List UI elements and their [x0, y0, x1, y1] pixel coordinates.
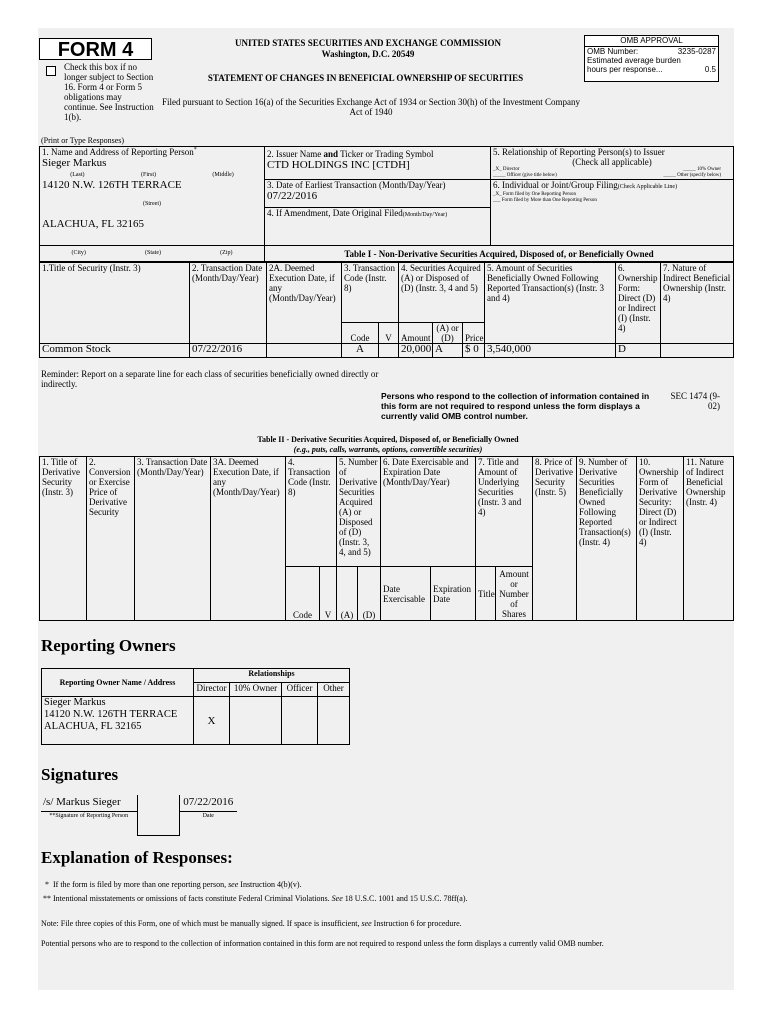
name-sublabels — [42, 172, 262, 179]
t1-h2a: 2A. Deemed Execution Date, if any (Month/Day/Year) — [267, 263, 342, 344]
note-file-pre: Note: File three copies of this Form, one of which must be manually signed. If space is insufficient, — [41, 919, 362, 928]
issuer-name: CTD HOLDINGS INC [CTDH] — [267, 159, 410, 171]
relationship-row2 — [493, 173, 731, 179]
omb-number-value: 3235-0287 — [677, 47, 716, 56]
state-label: (State) — [145, 250, 161, 256]
ro-owner10-mark — [230, 697, 282, 745]
reporting-top-grid — [39, 146, 734, 262]
joint-one: _X_ Form filed by One Reporting Person — [493, 192, 577, 197]
t2-h4: 4. Transaction Code (Instr. 8) — [286, 457, 337, 567]
persons-notice: Persons who respond to the collection of information contained in this form are not required to respond unless the form displays a currently valid OMB control number. — [381, 391, 650, 421]
omb-approval-box — [584, 35, 719, 82]
t1-sub-v: V — [379, 323, 399, 344]
ro-relationships: Relationships — [194, 669, 350, 683]
ro-director: Director — [194, 683, 230, 697]
form-page — [38, 28, 734, 990]
no-longer-subject-checkbox[interactable] — [46, 62, 56, 80]
sig-spacer — [137, 795, 179, 835]
note-file-see: see — [361, 919, 372, 928]
omb-number-row — [585, 47, 718, 56]
t2-h2: 2. Conversion or Exercise Price of Derivative Security — [87, 457, 135, 621]
t2-h6: 6. Date Exercisable and Expiration Date (Month/Day/Year) — [381, 457, 476, 567]
reporting-person-name: Sieger Markus — [42, 157, 107, 169]
t2-sub-v: V — [320, 567, 337, 621]
reporting-person-street: 14120 N.W. 126TH TERRACE — [42, 179, 182, 191]
issuer-cell — [265, 147, 491, 180]
t2-sub-a: (A) — [337, 567, 358, 621]
checkbox-text: Check this box if no longer subject to Section 16. Form 4 or Form 5 obligations may continue. See Instruction 1(b). — [64, 62, 154, 122]
signatures-heading: Signatures — [41, 765, 119, 784]
sig-name: /s/ Markus Sieger — [41, 795, 137, 811]
t2-sub-code: Code — [286, 567, 320, 621]
relationship-check: (Check all applicable) — [572, 157, 652, 167]
rel-other: _____ Other (specify below) — [663, 173, 721, 178]
issuer-label-post: Ticker or Trading Symbol — [338, 149, 434, 159]
omb-burden-label: Estimated average burden — [587, 56, 681, 65]
reporting-person-city: ALACHUA, FL 32165 — [42, 218, 144, 230]
amendment-label-text: 4. If Amendment, Date Original Filed — [267, 208, 403, 218]
table1-title-cell — [265, 246, 734, 262]
explanation-heading: Explanation of Responses: — [41, 848, 233, 867]
note2-see: See — [331, 894, 343, 903]
t1-sub-code: Code — [342, 323, 379, 344]
omb-hours-value: 0.5 — [704, 65, 716, 74]
ro-officer-mark — [282, 697, 318, 745]
t1-row-title: Common Stock — [40, 344, 190, 358]
table2-derivative — [39, 456, 734, 621]
sig-date: 07/22/2016 — [179, 795, 237, 811]
sec-code: SEC 1474 (9-02) — [670, 391, 720, 411]
joint-label — [493, 180, 731, 191]
t1-row-aord: A — [433, 344, 463, 358]
reporting-person-label: 1. Name and Address of Reporting Person — [42, 147, 194, 157]
note2-post: 18 U.S.C. 1001 and 15 U.S.C. 78ff(a). — [342, 894, 468, 903]
t2-h1: 1. Title of Derivative Security (Instr. 3) — [40, 457, 87, 621]
amendment-cell — [265, 208, 491, 246]
t1-row-date: 07/22/2016 — [190, 344, 267, 358]
t2-sub-d: (D) — [358, 567, 381, 621]
table2-subtitle: (e.g., puts, calls, warrants, options, convertible securities) — [293, 445, 483, 454]
note1-pre: If the form is filed by more than one reporting person, — [53, 880, 229, 889]
t1-h5: 5. Amount of Securities Beneficially Owned Following Reported Transaction(s) (Instr. 3 and 4) — [485, 263, 616, 344]
omb-hours-label: hours per response... — [587, 65, 663, 74]
rel-director: _X_ Director — [493, 167, 520, 172]
ro-owner-street: 14120 N.W. 126TH TERRACE — [44, 709, 178, 720]
table1-non-derivative — [39, 262, 734, 358]
sig-label-text: Signature of Reporting Person — [55, 812, 129, 819]
t1-row-price: $ 0 — [463, 344, 485, 358]
t1-h6: 6. Ownership Form: Direct (D) or Indirect (I) (Instr. 4) — [616, 263, 661, 344]
explanation-potential: Potential persons who are to respond to the collection of information contained in this form are not required to respond unless the form displays a currently valid OMB number. — [41, 939, 604, 948]
joint-more: ___ Form filed by More than One Reporting Person — [493, 198, 597, 203]
t2-h3: 3. Transaction Date (Month/Day/Year) — [135, 457, 211, 621]
earliest-value: 07/22/2016 — [267, 190, 318, 202]
rel-owner10: _____ 10% Owner — [683, 167, 721, 172]
ro-owner-name: Sieger Markus — [44, 697, 106, 708]
agency-location: Washington, D.C. 20549 — [321, 49, 415, 59]
sig-date-label: Date — [202, 812, 214, 819]
form-title-box — [39, 38, 152, 60]
t2-h5: 5. Number of Derivative Securities Acquired (A) or Disposed of (D) (Instr. 3, 4, and 5) — [337, 457, 381, 567]
t2-sub-expiration: Expiration Date — [431, 567, 476, 621]
joint-filing-cell — [491, 180, 734, 246]
t2-h7: 7. Title and Amount of Underlying Securities (Instr. 3 and 4) — [476, 457, 533, 567]
ro-officer: Officer — [282, 683, 318, 697]
first-label: (First) — [140, 172, 156, 178]
t1-row-code: A — [342, 344, 379, 358]
statement-title: STATEMENT OF CHANGES IN BENEFICIAL OWNERSHIP OF SECURITIES — [207, 73, 524, 83]
joint-label-text: 6. Individual or Joint/Group Filing — [493, 180, 618, 190]
ro-other: Other — [318, 683, 350, 697]
t1-sub-price: Price — [463, 323, 485, 344]
omb-number-label: OMB Number: — [587, 47, 639, 56]
city-label: (City) — [71, 250, 86, 256]
earliest-label: 3. Date of Earliest Transaction (Month/Day/Year) — [267, 180, 446, 190]
t2-sub-exercisable: Date Exercisable — [381, 567, 431, 621]
reminder-text: Reminder: Report on a separate line for each class of securities beneficially owned directly or indirectly. — [41, 369, 379, 389]
ro-director-mark: X — [194, 697, 230, 745]
reporting-person-star: * — [193, 147, 197, 153]
relationship-label: 5. Relationship of Reporting Person(s) to Issuer — [493, 147, 665, 157]
t2-h11: 11. Nature of Indirect Beneficial Ownership (Instr. 4) — [684, 457, 734, 621]
middle-label: (Middle) — [212, 172, 234, 178]
reporting-person-cell — [40, 147, 265, 246]
issuer-label-and: and — [323, 149, 338, 159]
table-row — [40, 344, 734, 358]
earliest-transaction-cell — [265, 180, 491, 208]
table1-title: Table I - Non-Derivative Securities Acquired, Disposed of, or Beneficially Owned — [344, 248, 654, 259]
ro-owner10: 10% Owner — [230, 683, 282, 697]
table-row — [42, 697, 350, 745]
issuer-label-pre: 2. Issuer Name — [267, 149, 324, 159]
t2-h8: 8. Price of Derivative Security (Instr. 5) — [533, 457, 577, 621]
sig-label — [41, 811, 137, 835]
t1-h2: 2. Transaction Date (Month/Day/Year) — [190, 263, 267, 344]
note1-post: Instruction 4(b)(v). — [238, 880, 302, 889]
t2-sub-title: Title — [476, 567, 496, 621]
form-title: FORM 4 — [57, 39, 134, 61]
ro-owner-address — [42, 697, 194, 745]
sig-label-mark: ** — [49, 812, 56, 819]
explanation-note1 — [41, 880, 731, 889]
t2-h3a: 3A. Deemed Execution Date, if any (Month/Day/Year) — [211, 457, 286, 621]
amendment-label — [267, 208, 488, 219]
ro-owner-city: ALACHUA, FL 32165 — [44, 721, 142, 732]
reporting-owners-heading: Reporting Owners — [41, 636, 176, 655]
t1-sub-aord: (A) or (D) — [433, 323, 463, 344]
last-label: (Last) — [70, 172, 85, 178]
joint-label-small: (Check Applicable Line) — [617, 184, 678, 190]
relationship-cell — [491, 147, 734, 180]
table2-title: Table II - Derivative Securities Acquired, Disposed of, or Beneficially Owned — [257, 435, 519, 444]
omb-hours-row — [585, 65, 718, 74]
t2-h9: 9. Number of Derivative Securities Beneficially Owned Following Reported Transaction(s) (Instr. 4) — [577, 457, 637, 621]
t1-row-amount: 20,000 — [399, 344, 433, 358]
t2-sub-amount: Amount or Number of Shares — [496, 567, 533, 621]
note-file-post: Instruction 6 for procedure. — [371, 919, 462, 928]
explanation-note-file — [41, 919, 731, 928]
reporting-owners-table — [41, 668, 350, 745]
city-state-zip-labels — [42, 250, 262, 257]
agency-title: UNITED STATES SECURITIES AND EXCHANGE COMMISSION — [235, 38, 501, 48]
filed-pursuant: Filed pursuant to Section 16(a) of the Securities Exchange Act of 1934 or Section 30(h) of the Investment Company Act of 1940 — [162, 97, 580, 117]
amendment-label-small: (Month/Day/Year) — [402, 212, 448, 218]
print-type: (Print or Type Responses) — [41, 136, 125, 145]
ro-other-mark — [318, 697, 350, 745]
t1-h7: 7. Nature of Indirect Beneficial Ownership (Instr. 4) — [661, 263, 734, 344]
explanation-note2 — [41, 894, 731, 903]
t1-row-v — [379, 344, 399, 358]
signatures-table — [41, 795, 237, 836]
note2-mark: ** — [43, 894, 51, 903]
t1-sub-amount: Amount — [399, 323, 433, 344]
t1-h1: 1.Title of Security (Instr. 3) — [40, 263, 190, 344]
t1-row-deemed — [267, 344, 342, 358]
t1-row-form: D — [616, 344, 661, 358]
note1-mark: * — [45, 880, 49, 889]
note1-see: see — [228, 880, 239, 889]
note2-pre: Intentional misstatements or omissions of facts constitute Federal Criminal Violations. — [53, 894, 332, 903]
zip-label: (Zip) — [220, 250, 233, 256]
t1-row-nature — [661, 344, 734, 358]
rel-officer: _____ Officer (give title below) — [493, 173, 557, 178]
t1-h3: 3. Transaction Code (Instr. 8) — [342, 263, 399, 323]
t1-row-owned: 3,540,000 — [485, 344, 616, 358]
ro-col-name: Reporting Owner Name / Address — [42, 669, 194, 697]
city-state-zip-cell — [40, 246, 265, 262]
street-label: (Street) — [143, 201, 161, 207]
issuer-label — [267, 149, 488, 159]
omb-title: OMB APPROVAL — [585, 36, 718, 47]
t2-h10: 10. Ownership Form of Derivative Security: Direct (D) or Indirect (I) (Instr. 4) — [637, 457, 684, 621]
t1-h4: 4. Securities Acquired (A) or Disposed of (D) (Instr. 3, 4 and 5) — [399, 263, 485, 323]
